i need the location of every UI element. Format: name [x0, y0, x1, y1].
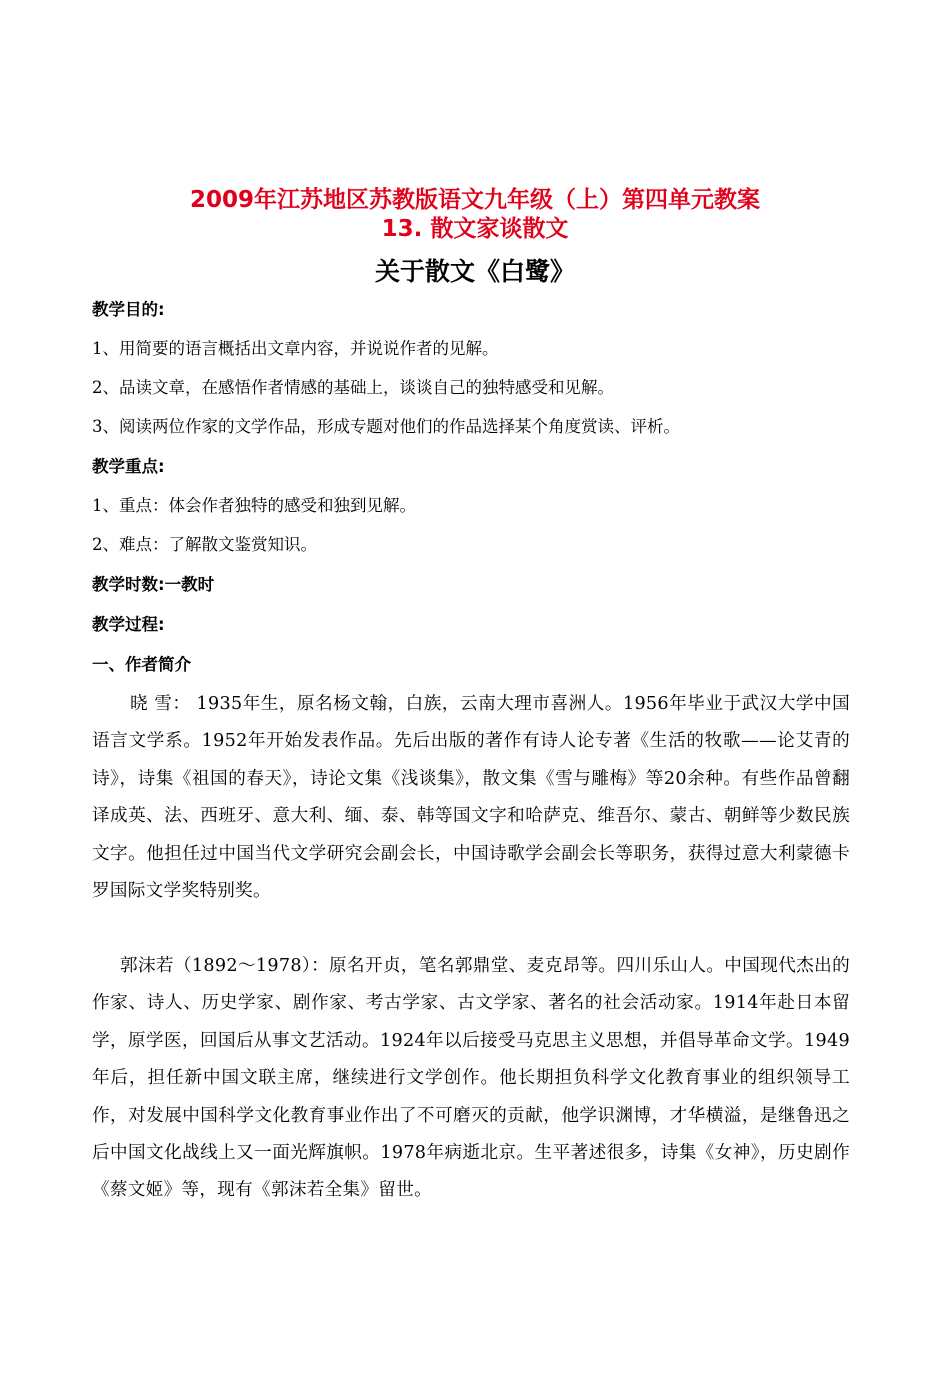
author-bio-paragraph: 郭沫若（1892～1978）：原名开贞，笔名郭鼎堂、麦克昂等。四川乐山人。中国现代杰出的作家、诗人、历史学家、剧作家、考古学家、古文学家、著名的社会活动家。1914年赴日本留学，原学医，回国后从事文艺活动。1924年以后接受马克思主义思想，并倡导革命文学。1949年后，担任新中国文联主席，继续进行文学创作。他长期担负科学文化教育事业的组织领导工作，对发展中国科学文化教育事业作出了不可磨灭的贡献，他学识渊博，才华横溢，是继鲁迅之后中国文化战线上又一面光辉旗帜。1978年病逝北京。生平著述很多，诗集《女神》，历史剧作《蔡文姬》等，现有《郭沫若全集》留世。: [92, 956, 850, 1201]
process-heading: 教学过程:: [92, 615, 165, 634]
lesson-title: 13. 散文家谈散文: [381, 216, 569, 242]
key-point-item: 1、重点：体会作者独特的感受和独到见解。: [92, 496, 416, 515]
document-title: 2009年江苏地区苏教版语文九年级（上）第四单元教案: [189, 187, 760, 213]
section-heading: 一、作者简介: [92, 655, 191, 674]
key-points-heading: 教学重点:: [92, 457, 165, 476]
objectives-heading: 教学目的:: [92, 300, 165, 319]
objective-item: 2、品读文章，在感悟作者情感的基础上，谈谈自己的独特感受和见解。: [92, 378, 614, 397]
author-bio-paragraph: 晓 雪： 1935年生，原名杨文翰，白族，云南大理市喜洲人。1956年毕业于武汉大学中国语言文学系。1952年开始发表作品。先后出版的著作有诗人论专著《生活的牧歌——论艾青的诗》，诗集《祖国的春天》，诗论文集《浅谈集》，散文集《雪与雕梅》等20余种。有些作品曾翻译成英、法、西班牙、意大利、缅、泰、韩等国文字和哈萨克、维吾尔、蒙古、朝鲜等少数民族文字。他担任过中国当代文学研究会副会长，中国诗歌学会副会长等职务，获得过意大利蒙德卡罗国际文学奖特别奖。: [92, 694, 850, 902]
article-title: 关于散文《白鹭》: [374, 257, 575, 286]
objective-item: 3、阅读两位作家的文学作品，形成专题对他们的作品选择某个角度赏读、评析。: [92, 417, 680, 436]
objective-item: 1、用简要的语言概括出文章内容，并说说作者的见解。: [92, 339, 499, 358]
key-point-item: 2、难点：了解散文鉴赏知识。: [92, 535, 317, 554]
teaching-hours: 教学时数:一教时: [92, 575, 215, 594]
